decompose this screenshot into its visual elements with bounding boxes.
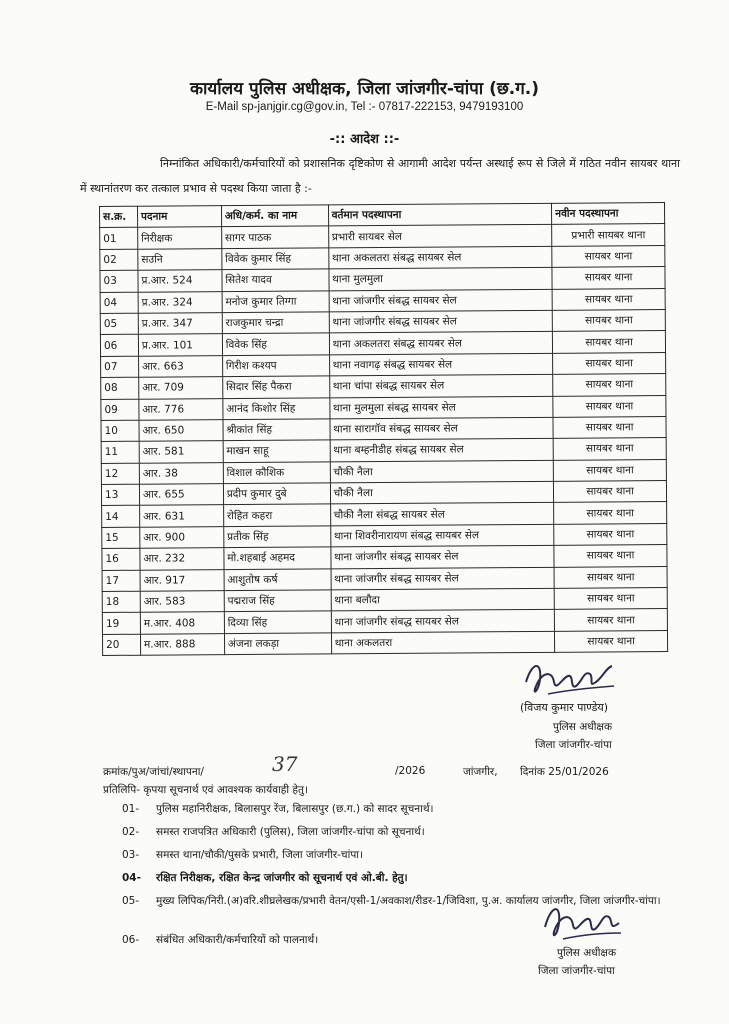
cell-name: माखन साहू [223,440,330,462]
cell-name: सितेश यादव [222,269,329,291]
copy-item [122,848,363,862]
copy-number: 04- [122,872,141,884]
cell-new-posting: सायबर थाना [553,416,666,438]
cell-new-posting: सायबर थाना [555,609,668,631]
cell-serial: 18 [102,591,140,613]
cell-new-posting: सायबर थाना [554,523,667,545]
cell-new-posting: सायबर थाना [552,267,665,289]
cell-current-posting: चौकी नैला संबद्ध सायबर सेल [330,503,554,526]
reference-year: /2026 [395,765,426,777]
signature-image [518,652,618,706]
cell-serial: 02 [100,249,138,271]
cell-designation: आर. 776 [139,398,223,420]
cell-designation: प्र.आर. 324 [138,291,222,313]
cell-name: सागर पाठक [221,226,328,248]
copy-text: रक्षित निरीक्षक, रक्षित केन्द्र जांजगीर को सूचनार्थ एवं ओ.बी. हेतु। [156,872,408,884]
cell-current-posting: थाना मुलमुला संबद्ध सायबर सेल [329,396,553,419]
cell-name: विशाल कौशिक [223,462,330,484]
header-designation: पदनाम [137,206,221,228]
copy-number: 06- [122,934,140,946]
cell-designation: आर. 900 [140,526,224,548]
copy-text: समस्त राजपत्रित अधिकारी (पुलिस), जिला जांजगीर-चांपा को सूचनार्थ। [156,826,425,838]
cell-new-posting: सायबर थाना [554,502,667,524]
cell-serial: 11 [101,442,139,464]
cell-new-posting: सायबर थाना [553,352,666,374]
cell-designation: आर. 583 [140,591,224,613]
reference-place: जांजगीर, [463,766,498,778]
cell-current-posting: थाना मुलमुला [329,268,553,291]
cell-designation: आर. 232 [140,548,224,570]
copy-text: मुख्य लिपिक/निरी.(अ)वरि.शीघ्रलेखक/प्रभारी वेतन/एसी-1/अवकाश/रीडर-1/जिविशा, पु.अ. कार्यालय जांजगीर, जिला जांजगीर-चांपा। [156,895,661,907]
cell-designation: प्र.आर. 347 [138,313,222,335]
cell-designation: सउनि [138,248,222,270]
cell-current-posting: थाना चांपा संबद्ध सायबर सेल [329,374,553,397]
cell-serial: 07 [101,356,139,378]
cell-serial: 20 [102,634,140,656]
footer-officer-district: जिला जांजगीर-चांपा [538,965,615,977]
cell-current-posting: थाना अकलतरा [331,631,555,654]
cell-new-posting: प्रभारी सायबर थाना [552,224,665,246]
cell-serial: 08 [101,377,139,399]
intro-paragraph: निम्नांकित अधिकारी/कर्मचारियों को प्रशासनिक दृष्टिकोण से आगामी आदेश पर्यन्त अस्थाई रूप से जिले में गठित नवीन सायबर थाना में स्थानांतरण कर तत्काल प्रभाव से पदस्थ किया जाता है :- [80,157,680,195]
copy-text: पुलिस महानिरीक्षक, बिलासपुर रेंज, बिलासपुर (छ.ग.) को सादर सूचनार्थ। [156,803,434,815]
order-heading: -:: आदेश ::- [329,132,400,147]
cell-designation: आर. 38 [139,462,223,484]
transfer-table [99,202,668,656]
cell-current-posting: थाना जांजगीर संबद्ध सायबर सेल [331,610,555,633]
cell-name: मनोज कुमार तिग्गा [222,290,329,312]
cell-new-posting: सायबर थाना [552,310,665,332]
header-name: अधि/कर्म. का नाम [221,205,328,227]
copy-item [122,825,425,839]
header-new-posting: नवीन पदस्थापना [552,203,665,225]
cell-designation: प्र.आर. 101 [138,334,222,356]
cell-current-posting: थाना जांजगीर संबद्ध सायबर सेल [329,310,553,333]
cell-name: विवेक कुमार सिंह [222,248,329,270]
cell-serial: 16 [102,548,140,570]
copy-number: 05- [122,895,140,907]
cell-new-posting: सायबर थाना [555,630,668,652]
cell-serial: 12 [101,463,139,485]
cell-new-posting: सायबर थाना [553,459,666,481]
cell-serial: 06 [100,335,138,357]
cell-current-posting: थाना अकलतरा संबद्ध सायबर सेल [329,332,553,355]
cell-current-posting: थाना सारागॉव संबद्ध सायबर सेल [330,417,554,440]
cell-serial: 13 [101,484,139,506]
copy-number: 02- [122,826,140,838]
copy-number: 03- [122,849,140,861]
cell-serial: 03 [100,270,138,292]
cell-serial: 09 [101,399,139,421]
cell-name: रोहित कहरा [223,504,330,526]
cell-new-posting: सायबर थाना [553,374,666,396]
cell-name: प्रदीप कुमार दुबे [223,483,330,505]
cell-current-posting: थाना जांजगीर संबद्ध सायबर सेल [330,546,554,569]
copy-item [122,933,318,947]
cell-name: सिदार सिंह पैकरा [222,376,329,398]
cell-name: मो.शहबाई अहमद [224,547,331,569]
cell-current-posting: थाना अकलतरा संबद्ध सायबर सेल [328,246,552,269]
cell-new-posting: सायबर थाना [553,438,666,460]
officer-designation: पुलिस अधीक्षक [553,721,613,733]
reference-date: दिनांक 25/01/2026 [520,766,609,778]
cell-current-posting: थाना जांजगीर संबद्ध सायबर सेल [329,289,553,312]
cell-current-posting: थाना नवागढ़ संबद्ध सायबर सेल [329,353,553,376]
copy-text: समस्त थाना/चौकी/पुसके प्रभारी, जिला जांजगीर-चांपा। [156,849,363,861]
cell-new-posting: सायबर थाना [554,566,667,588]
cell-serial: 04 [100,292,138,314]
cell-serial: 10 [101,420,139,442]
cell-name: अंजना लकड़ा [224,633,331,655]
copy-text: संबंधित अधिकारी/कर्मचारियों को पालनार्थ। [156,934,319,946]
cell-designation: आर. 650 [139,420,223,442]
cell-designation: आर. 581 [139,441,223,463]
cell-designation: प्र.आर. 524 [138,270,222,292]
cell-designation: म.आर. 888 [140,633,224,655]
cell-new-posting: सायबर थाना [553,395,666,417]
office-title: कार्यालय पुलिस अधीक्षक, जिला जांजगीर-चांपा (छ.ग.) [189,79,540,99]
cell-designation: आर. 709 [139,377,223,399]
cell-serial: 01 [100,228,138,250]
cell-name: दिव्या सिंह [224,611,331,633]
cell-new-posting: सायबर थाना [552,288,665,310]
cell-name: विवेक सिंह [222,333,329,355]
cell-current-posting: थाना बम्हनीडीह संबद्ध सायबर सेल [330,439,554,462]
cell-name: श्रीकांत सिंह [223,419,330,441]
cell-current-posting: थाना जांजगीर संबद्ध सायबर सेल [331,567,555,590]
cell-designation: निरीक्षक [138,227,222,249]
table-body [100,224,668,656]
signature-image [535,893,625,949]
cell-current-posting: चौकी नैला [330,460,554,483]
cell-designation: म.आर. 408 [140,612,224,634]
reference-prefix: क्रमांक/पुअ/जांचां/स्थापना/ [103,766,204,778]
cell-new-posting: सायबर थाना [552,245,665,267]
copy-label: प्रतिलिपि- कृपया सूचनार्थ एवं आवश्यक कार्यवाही हेतु। [103,784,308,796]
cell-name: आनंद किशोर सिंह [223,397,330,419]
officer-district: जिला जांजगीर-चांपा [535,739,612,751]
cell-current-posting: थाना बलौदा [331,588,555,611]
copy-item [122,802,434,816]
cell-serial: 15 [102,527,140,549]
cell-current-posting: प्रभारी सायबर सेल [328,225,552,248]
cell-serial: 19 [102,613,140,635]
cell-current-posting: थाना शिवरीनारायण संबद्ध सायबर सेल [330,524,554,547]
cell-designation: आर. 655 [139,484,223,506]
officer-name: (विजय कुमार पाण्डेय) [520,701,609,714]
header-serial: स.क्र. [100,206,138,228]
cell-name: पद्मराज सिंह [224,590,331,612]
cell-new-posting: सायबर थाना [554,545,667,567]
cell-current-posting: चौकी नैला [330,481,554,504]
copy-number: 01- [122,803,140,815]
cell-new-posting: सायबर थाना [554,588,667,610]
cell-new-posting: सायबर थाना [554,481,667,503]
cell-name: प्रतीक सिंह [224,526,331,548]
copy-item [122,871,408,885]
footer-officer-designation: पुलिस अधीक्षक [557,947,617,959]
cell-name: आशुतोष कर्ष [224,569,331,591]
cell-designation: आर. 917 [140,569,224,591]
cell-serial: 14 [102,506,140,528]
contact-line: E-Mail sp-janjgir.cg@gov.in, Tel :- 07817-222153, 9479193100 [205,101,524,113]
cell-designation: आर. 663 [138,355,222,377]
cell-serial: 17 [102,570,140,592]
reference-number: 37 [272,752,298,776]
cell-serial: 05 [100,313,138,335]
cell-name: राजकुमार चन्द्रा [222,312,329,334]
cell-name: गिरीश कश्यप [222,355,329,377]
header-current-posting: वर्तमान पदस्थापना [328,203,552,226]
cell-new-posting: सायबर थाना [553,331,666,353]
cell-designation: आर. 631 [140,505,224,527]
